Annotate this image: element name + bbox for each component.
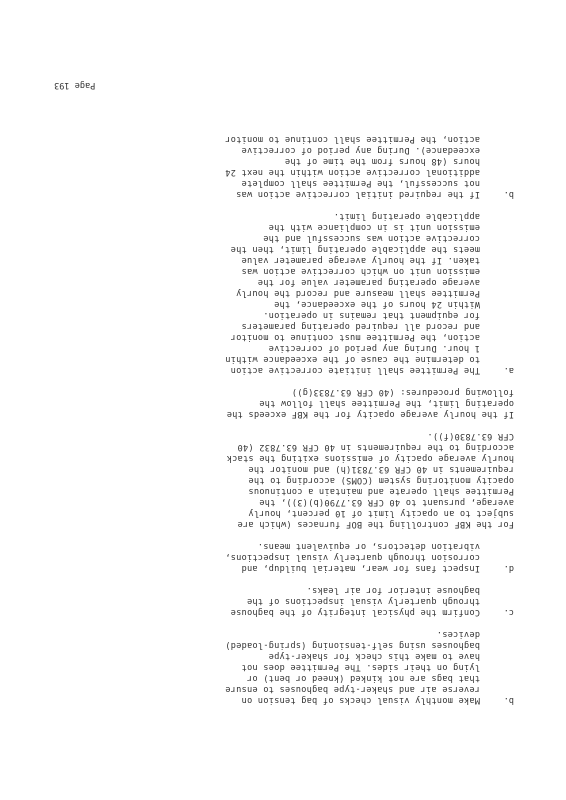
list-item-line: for equipment that remains in operation. (263, 310, 480, 320)
list-item-line: lying on their sides. The Permittee does not (241, 662, 480, 672)
list-item-line: 1 hour. During any period of corrective (268, 343, 480, 353)
list-item-line: not successful, the Permittee shall complete (241, 178, 480, 188)
list-item-line: reverse air and shaker-type baghouses to ensure (225, 684, 480, 694)
paragraph-line: according to the requirements in 40 CFR 63.7832 (40 (237, 442, 514, 452)
list-item-line: Permittee shall measure and record the hourly (235, 288, 480, 298)
list-item-line: action, the Permittee shall continue to monitor (225, 134, 480, 144)
list-item-line: taken. If the hourly average parameter value (241, 255, 480, 265)
paragraph-line: If the hourly average opacity for the KBF exceeds the (226, 409, 514, 419)
list-item-line: exceedance). During any period of corrective (241, 145, 480, 155)
list-item-line: that bags are not kinked (kneed or bent) or (246, 673, 480, 683)
list-item-line: corrective action was successful and the (263, 233, 480, 243)
paragraph-line: CFR 63.7830(f)). (427, 431, 514, 441)
list-marker: b. (503, 695, 514, 705)
list-item-line: action, the Permittee must continue to monitor (230, 332, 480, 342)
paragraph-line: requirements in 40 CFR 63.7831(h) and monitor the (248, 464, 514, 474)
list-item-line: additional corrective action within the next 24 (225, 167, 480, 177)
paragraph-line: hourly average opacity of emissions exiting the stack (226, 453, 514, 463)
paragraph-line: following procedures: (40 CFR 63.7833(g)) (291, 387, 514, 397)
list-item-line: baghouses using self-tensioning (spring-loaded) (225, 640, 480, 650)
list-item-line: emission unit is in compliance with the (268, 222, 480, 232)
paragraph-line: Permittee shall operate and maintain a continuous (248, 486, 514, 496)
list-item-line: baghouse interior for air leaks. (306, 585, 480, 595)
list-item-line: to determine the cause of the exceedance within (225, 354, 480, 364)
paragraph-line: opacity monitoring system (COMS) according to the (248, 475, 514, 485)
list-item-line: If the required initial corrective action was (235, 189, 480, 199)
list-item-line: The Permittee shall initiate corrective action (230, 365, 480, 375)
list-item-line: through quarterly visual inspections of the (246, 596, 480, 606)
list-marker: c. (503, 607, 514, 617)
list-item-line: corrosion through quarterly visual inspections, (225, 552, 480, 562)
list-item-line: Inspect fans for wear, material buildup, and (241, 563, 480, 573)
list-item-line: devices. (436, 629, 480, 639)
list-item-line: emission unit on which corrective action was (241, 266, 480, 276)
list-item-line: hours (48 hours from the time of the (284, 156, 480, 166)
paragraph-line: subject to an opacity limit of 10 percent, hourly (248, 508, 514, 518)
list-marker: d. (503, 563, 514, 573)
list-item-line: Make monthly visual checks of bag tension on (241, 695, 480, 705)
list-item-line: and record all required operating parameters (241, 321, 480, 331)
list-item-line: average operating parameter value for the (257, 277, 480, 287)
list-item-line: meets the applicable operating limit, then the (230, 244, 480, 254)
list-marker: b. (503, 189, 514, 199)
page-number: Page 193 (54, 80, 96, 90)
list-item-line: Confirm the physical integrity of the baghouse (230, 607, 480, 617)
paragraph-line: For the KBF controlling the BOF furnaces (which are (237, 519, 514, 529)
list-item-line: applicable operating limit. (333, 211, 480, 221)
list-item-line: Within 24 hours of the exceedance, the (273, 299, 480, 309)
paragraph-line: average, pursuant to 40 CFR 63.7790(b)(3)), the (259, 497, 514, 507)
paragraph-line: operating limit, the Permittee shall follow the (259, 398, 514, 408)
page-footer (0, 76, 566, 90)
list-item-line: vibration detectors, or equivalent means. (257, 541, 480, 551)
list-item-line: have to make this check for shaker-type (268, 651, 480, 661)
list-marker: a. (503, 365, 514, 375)
